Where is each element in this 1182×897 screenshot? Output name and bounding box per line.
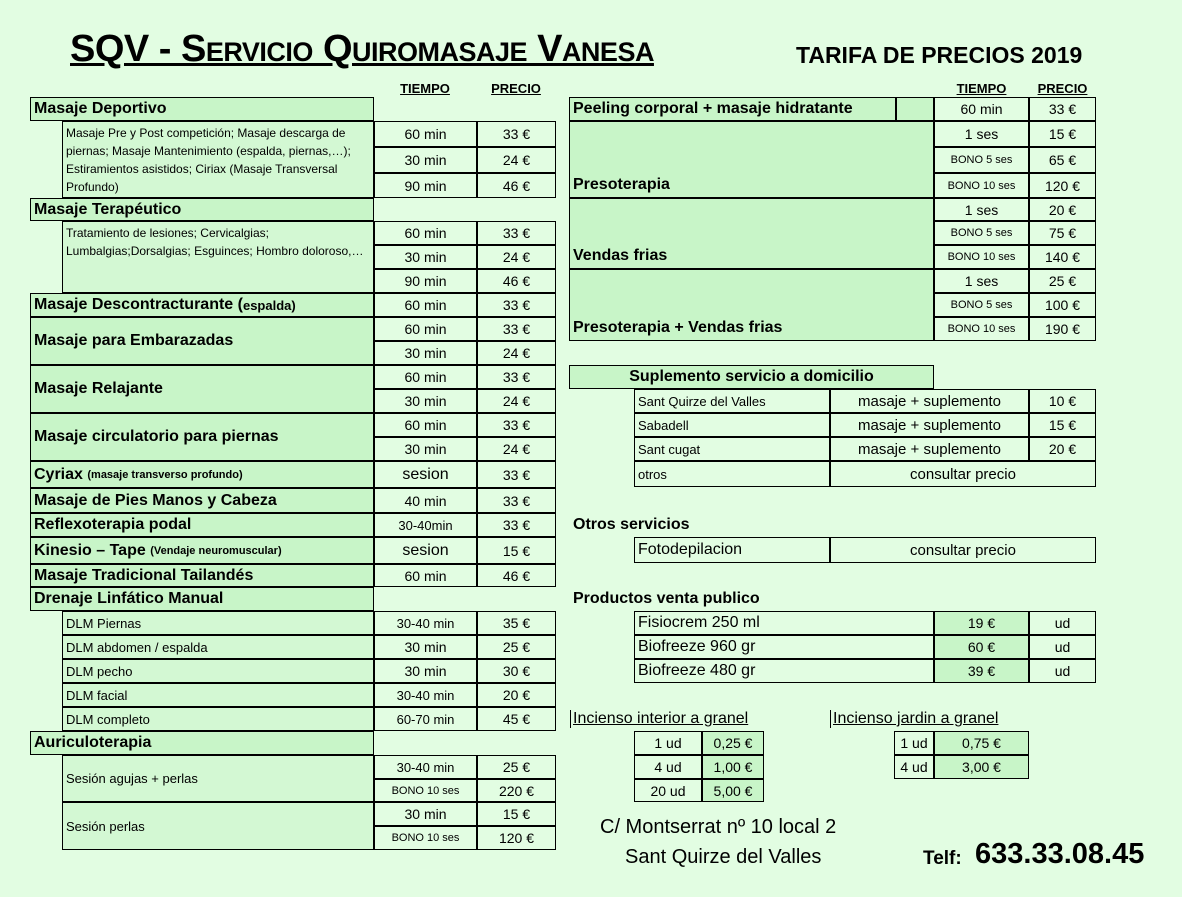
list-item: DLM pecho bbox=[62, 659, 374, 683]
list-item: DLM completo bbox=[62, 707, 374, 731]
section-productos: Productos venta publico bbox=[573, 590, 760, 607]
peeling-spacer bbox=[896, 97, 934, 121]
time-cell: 60 min bbox=[374, 413, 477, 437]
price-cell: 5,00 € bbox=[702, 779, 764, 802]
table-row: Fisiocrem 250 ml bbox=[634, 611, 934, 635]
price-cell: 24 € bbox=[477, 147, 556, 173]
price-cell: 46 € bbox=[477, 173, 556, 198]
time-cell: 60 min bbox=[374, 293, 477, 317]
qty-cell: 4 ud bbox=[894, 755, 934, 779]
time-cell: 1 ses bbox=[934, 269, 1029, 293]
price-cell: 15 € bbox=[1029, 413, 1096, 437]
time-cell: 30 min bbox=[374, 341, 477, 365]
list-item: DLM facial bbox=[62, 683, 374, 707]
price-cell: 24 € bbox=[477, 245, 556, 269]
section-masaje-deportivo: Masaje Deportivo bbox=[30, 97, 374, 121]
price-cell: 33 € bbox=[477, 461, 556, 488]
left-header-precio: PRECIO bbox=[491, 80, 541, 96]
section-otros-servicios: Otros servicios bbox=[573, 516, 690, 533]
price-cell: 75 € bbox=[1029, 221, 1096, 245]
desc-masaje-deportivo: Masaje Pre y Post competición; Masaje descarga de piernas; Masaje Mantenimiento (espalda, piernas,…); Estiramientos asistidos; Ciriax (Masaje Transversal Profundo) bbox=[62, 121, 374, 198]
price-cell: 19 € bbox=[934, 611, 1029, 635]
phone-label: Telf: bbox=[923, 848, 962, 869]
time-cell: 1 ses bbox=[934, 198, 1029, 221]
table-row: Biofreeze 960 gr bbox=[634, 635, 934, 659]
time-cell: 60 min bbox=[374, 365, 477, 389]
list-item: Sesión agujas + perlas bbox=[62, 755, 374, 802]
row-masaje-pies: Masaje de Pies Manos y Cabeza bbox=[30, 488, 374, 513]
price-cell: 24 € bbox=[477, 389, 556, 413]
price-cell: 20 € bbox=[1029, 198, 1096, 221]
time-cell: 60 min bbox=[374, 317, 477, 341]
phone-number[interactable]: 633.33.08.45 bbox=[975, 838, 1145, 870]
time-cell: BONO 5 ses bbox=[934, 147, 1029, 173]
price-cell: 65 € bbox=[1029, 147, 1096, 173]
row-masaje-embarazadas: Masaje para Embarazadas bbox=[30, 317, 374, 365]
table-row: Sabadell bbox=[634, 413, 830, 437]
row-reflexoterapia: Reflexoterapia podal bbox=[30, 513, 374, 537]
time-cell: 30 min bbox=[374, 802, 477, 826]
time-cell: sesion bbox=[374, 461, 477, 488]
row-peeling: Peeling corporal + masaje hidratante bbox=[569, 97, 896, 121]
price-cell: 46 € bbox=[477, 564, 556, 587]
time-cell: 60 min bbox=[934, 97, 1029, 121]
price-cell: 39 € bbox=[934, 659, 1029, 683]
price-cell: 33 € bbox=[477, 513, 556, 537]
row-kinesio: Kinesio – Tape (Vendaje neuromuscular) bbox=[30, 537, 374, 564]
row-presoterapia: Presoterapia bbox=[569, 121, 934, 198]
price-cell: 0,25 € bbox=[702, 731, 764, 755]
price-cell: 35 € bbox=[477, 611, 556, 635]
price-cell: 120 € bbox=[477, 826, 556, 850]
time-cell: 30-40min bbox=[374, 513, 477, 537]
time-cell: 30-40 min bbox=[374, 755, 477, 779]
time-cell: 60 min bbox=[374, 221, 477, 245]
time-cell: BONO 10 ses bbox=[374, 779, 477, 802]
desc-masaje-terapeutico: Tratamiento de lesiones; Cervicalgias; Lumbalgias;Dorsalgias; Esguinces; Hombro doloroso,… bbox=[62, 221, 374, 293]
price-cell: 33 € bbox=[477, 293, 556, 317]
time-cell: BONO 10 ses bbox=[374, 826, 477, 850]
table-cell: masaje + suplemento bbox=[830, 437, 1029, 461]
price-cell: 24 € bbox=[477, 437, 556, 461]
time-cell: 30 min bbox=[374, 437, 477, 461]
price-cell: 20 € bbox=[477, 683, 556, 707]
time-cell: sesion bbox=[374, 537, 477, 564]
table-row: Sant Quirze del Valles bbox=[634, 389, 830, 413]
price-cell: 25 € bbox=[1029, 269, 1096, 293]
time-cell: 60 min bbox=[374, 564, 477, 587]
price-cell: 33 € bbox=[477, 365, 556, 389]
price-cell: 25 € bbox=[477, 635, 556, 659]
section-drenaje-linfatico: Drenaje Linfático Manual bbox=[30, 587, 374, 611]
table-cell: masaje + suplemento bbox=[830, 413, 1029, 437]
time-cell: BONO 10 ses bbox=[934, 173, 1029, 198]
price-cell: 24 € bbox=[477, 341, 556, 365]
price-cell: 33 € bbox=[477, 221, 556, 245]
price-cell: 15 € bbox=[477, 537, 556, 564]
qty-cell: 4 ud bbox=[634, 755, 702, 779]
table-row: Sant cugat bbox=[634, 437, 830, 461]
row-masaje-tailandes: Masaje Tradicional Tailandés bbox=[30, 564, 374, 587]
list-item: DLM abdomen / espalda bbox=[62, 635, 374, 659]
time-cell: 30 min bbox=[374, 147, 477, 173]
row-vendas-frias: Vendas frias bbox=[569, 198, 934, 269]
section-auriculoterapia: Auriculoterapia bbox=[30, 731, 374, 755]
price-cell: 33 € bbox=[1029, 97, 1096, 121]
list-item: DLM Piernas bbox=[62, 611, 374, 635]
page-title: SQV - Servicio Quiromasaje Vanesa bbox=[70, 28, 654, 70]
qty-cell: 1 ud bbox=[894, 731, 934, 755]
price-cell: 15 € bbox=[477, 802, 556, 826]
table-cell: masaje + suplemento bbox=[830, 389, 1029, 413]
row-presoterapia-vendas: Presoterapia + Vendas frias bbox=[569, 269, 934, 341]
table-cell: consultar precio bbox=[830, 537, 1096, 563]
time-cell: 90 min bbox=[374, 173, 477, 198]
time-cell: BONO 10 ses bbox=[934, 245, 1029, 269]
table-cell: consultar precio bbox=[830, 461, 1096, 487]
qty-cell: 1 ud bbox=[634, 731, 702, 755]
price-cell: 140 € bbox=[1029, 245, 1096, 269]
time-cell: 60-70 min bbox=[374, 707, 477, 731]
row-masaje-relajante: Masaje Relajante bbox=[30, 365, 374, 413]
time-cell: 30 min bbox=[374, 659, 477, 683]
right-header-tiempo: TIEMPO bbox=[956, 80, 1007, 96]
row-cyriax: Cyriax (masaje transverso profundo) bbox=[30, 461, 374, 488]
time-cell: BONO 10 ses bbox=[934, 317, 1029, 341]
section-incienso-interior: Incienso interior a granel bbox=[570, 710, 775, 728]
section-masaje-terapeutico: Masaje Terapéutico bbox=[30, 198, 374, 221]
section-incienso-jardin: Incienso jardin a granel bbox=[830, 710, 1035, 728]
time-cell: 30 min bbox=[374, 635, 477, 659]
list-item: Sesión perlas bbox=[62, 802, 374, 850]
tariff-title: TARIFA DE PRECIOS 2019 bbox=[796, 42, 1083, 68]
price-cell: 45 € bbox=[477, 707, 556, 731]
price-cell: 100 € bbox=[1029, 293, 1096, 317]
price-cell: 3,00 € bbox=[934, 755, 1029, 779]
price-cell: 30 € bbox=[477, 659, 556, 683]
address-line-1: C/ Montserrat nº 10 local 2 bbox=[600, 816, 837, 838]
price-cell: 120 € bbox=[1029, 173, 1096, 198]
time-cell: 60 min bbox=[374, 121, 477, 147]
price-cell: 46 € bbox=[477, 269, 556, 293]
price-cell: 33 € bbox=[477, 317, 556, 341]
time-cell: 40 min bbox=[374, 488, 477, 513]
price-cell: 190 € bbox=[1029, 317, 1096, 341]
time-cell: 30-40 min bbox=[374, 683, 477, 707]
price-cell: 1,00 € bbox=[702, 755, 764, 779]
time-cell: 30 min bbox=[374, 245, 477, 269]
time-cell: 90 min bbox=[374, 269, 477, 293]
unit-cell: ud bbox=[1029, 611, 1096, 635]
price-cell: 10 € bbox=[1029, 389, 1096, 413]
price-cell: 20 € bbox=[1029, 437, 1096, 461]
price-cell: 33 € bbox=[477, 413, 556, 437]
table-row: Biofreeze 480 gr bbox=[634, 659, 934, 683]
table-row: otros bbox=[634, 461, 830, 487]
time-cell: 30-40 min bbox=[374, 611, 477, 635]
table-row: Fotodepilacion bbox=[634, 537, 830, 563]
price-cell: 33 € bbox=[477, 121, 556, 147]
price-cell: 25 € bbox=[477, 755, 556, 779]
address-line-2: Sant Quirze del Valles bbox=[625, 846, 822, 868]
price-cell: 220 € bbox=[477, 779, 556, 802]
section-suplemento-domicilio: Suplemento servicio a domicilio bbox=[569, 365, 934, 389]
left-header-tiempo: TIEMPO bbox=[400, 80, 450, 96]
unit-cell: ud bbox=[1029, 659, 1096, 683]
time-cell: 30 min bbox=[374, 389, 477, 413]
row-masaje-descontracturante: Masaje Descontracturante ( espalda) bbox=[30, 293, 374, 317]
row-masaje-circulatorio: Masaje circulatorio para piernas bbox=[30, 413, 374, 461]
qty-cell: 20 ud bbox=[634, 779, 702, 802]
price-cell: 0,75 € bbox=[934, 731, 1029, 755]
price-cell: 60 € bbox=[934, 635, 1029, 659]
price-cell: 33 € bbox=[477, 488, 556, 513]
price-cell: 15 € bbox=[1029, 121, 1096, 147]
unit-cell: ud bbox=[1029, 635, 1096, 659]
time-cell: BONO 5 ses bbox=[934, 221, 1029, 245]
time-cell: 1 ses bbox=[934, 121, 1029, 147]
time-cell: BONO 5 ses bbox=[934, 293, 1029, 317]
right-header-precio: PRECIO bbox=[1037, 80, 1088, 96]
